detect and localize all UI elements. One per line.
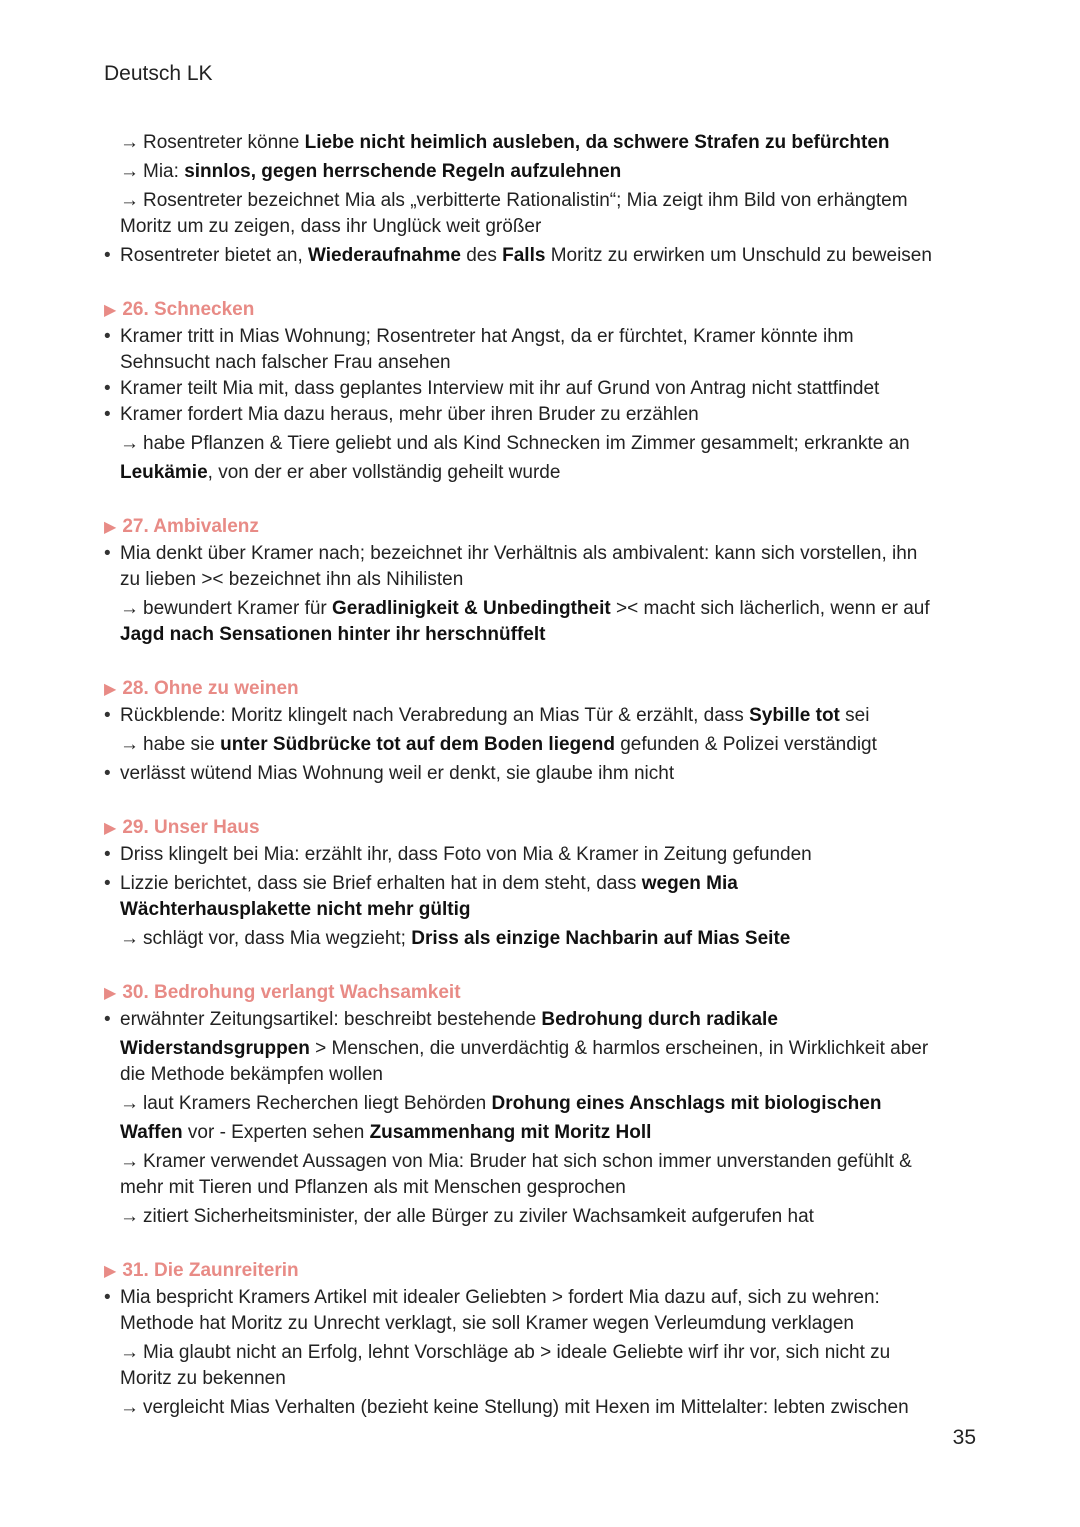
note-line: Methode hat Moritz zu Unrecht verklagt, sie soll Kramer wegen Verleumdung verklagen (120, 1313, 854, 1334)
page-header: Deutsch LK (104, 62, 213, 85)
note-line: Moritz zu bekennen (120, 1368, 286, 1389)
arrow-right-icon: → (120, 1093, 139, 1114)
list-item: • Driss klingelt bei Mia: erzählt ihr, dass Foto von Mia & Kramer in Zeitung gefunden (104, 842, 984, 868)
arrow-right-icon: → (120, 1342, 139, 1363)
list-item: • erwähnter Zeitungsartikel: beschreibt bestehende Bedrohung durch radikale (104, 1007, 984, 1033)
section-title-28: ▶ 28. Ohne zu weinen (104, 678, 299, 699)
note-line: mehr mit Tieren und Pflanzen als mit Menschen gesprochen (120, 1177, 626, 1198)
arrow-right-icon: → (120, 734, 139, 755)
note-line: Wächterhausplakette nicht mehr gültig (120, 899, 471, 920)
note-line: Leukämie, von der er aber vollständig geheilt wurde (120, 462, 561, 483)
list-item: • Kramer teilt Mia mit, dass geplantes Interview mit ihr auf Grund von Antrag nicht stattfindet (104, 376, 984, 402)
arrow-right-icon: → (120, 1151, 139, 1172)
list-item: • Rosentreter bietet an, Wiederaufnahme des Falls Moritz zu erwirken um Unschuld zu beweisen (104, 243, 984, 269)
arrow-right-icon: → (120, 161, 139, 182)
note-line: → zitiert Sicherheitsminister, der alle Bürger zu ziviler Wachsamkeit aufgerufen hat (120, 1206, 814, 1227)
arrow-right-icon: → (120, 132, 139, 153)
arrow-right-icon: → (120, 1206, 139, 1227)
list-item: • Lizzie berichtet, dass sie Brief erhalten hat in dem steht, dass wegen Mia (104, 871, 984, 897)
triangle-right-icon: ▶ (104, 302, 117, 319)
note-line: → habe Pflanzen & Tiere geliebt und als Kind Schnecken im Zimmer gesammelt; erkrankte an (120, 433, 910, 454)
arrow-right-icon: → (120, 433, 139, 454)
triangle-right-icon: ▶ (104, 985, 117, 1002)
note-line: Waffen vor - Experten sehen Zusammenhang mit Moritz Holl (120, 1122, 652, 1143)
arrow-right-icon: → (120, 1397, 139, 1418)
note-line: → Kramer verwendet Aussagen von Mia: Bruder hat sich schon immer unverstanden gefühlt & (120, 1151, 912, 1172)
arrow-right-icon: → (120, 598, 139, 619)
notes-content (104, 130, 984, 1421)
list-item: • Kramer tritt in Mias Wohnung; Rosentreter hat Angst, da er fürchtet, Kramer könnte ihm (104, 324, 984, 350)
section-title-31: ▶ 31. Die Zaunreiterin (104, 1260, 299, 1281)
section-title-27: ▶ 27. Ambivalenz (104, 516, 259, 537)
list-item: • Mia bespricht Kramers Artikel mit idealer Geliebten > fordert Mia dazu auf, sich zu wehren: (104, 1285, 984, 1311)
note-line: die Methode bekämpfen wollen (120, 1064, 384, 1085)
section-title-30: ▶ 30. Bedrohung verlangt Wachsamkeit (104, 982, 461, 1003)
note-line: zu lieben >< bezeichnet ihn als Nihilisten (120, 569, 464, 590)
arrow-right-icon: → (120, 928, 139, 949)
note-line: → habe sie unter Südbrücke tot auf dem Boden liegend gefunden & Polizei verständigt (120, 734, 877, 755)
list-item: • Mia denkt über Kramer nach; bezeichnet ihr Verhältnis als ambivalent: kann sich vorstellen, ihn (104, 541, 984, 567)
triangle-right-icon: ▶ (104, 681, 117, 698)
note-line: → vergleicht Mias Verhalten (bezieht keine Stellung) mit Hexen im Mittelalter: lebten zwischen (120, 1397, 909, 1418)
note-line: → Mia: sinnlos, gegen herrschende Regeln aufzulehnen (120, 161, 622, 182)
list-item: • Kramer fordert Mia dazu heraus, mehr über ihren Bruder zu erzählen (104, 402, 984, 428)
note-line: → Rosentreter bezeichnet Mia als „verbitterte Rationalistin“; Mia zeigt ihm Bild von erhängtem (120, 190, 908, 211)
list-item: • verlässt wütend Mias Wohnung weil er denkt, sie glaube ihm nicht (104, 761, 984, 787)
section-title-26: ▶ 26. Schnecken (104, 299, 255, 320)
note-line: → bewundert Kramer für Geradlinigkeit & Unbedingtheit >< macht sich lächerlich, wenn er auf (120, 598, 930, 619)
note-line: → Mia glaubt nicht an Erfolg, lehnt Vorschläge ab > ideale Geliebte wirf ihr vor, sich nicht zu (120, 1342, 891, 1363)
note-line: Sehnsucht nach falscher Frau ansehen (120, 352, 451, 373)
note-line: → Rosentreter könne Liebe nicht heimlich ausleben, da schwere Strafen zu befürchten (120, 132, 890, 153)
triangle-right-icon: ▶ (104, 820, 117, 837)
triangle-right-icon: ▶ (104, 1263, 117, 1280)
arrow-right-icon: → (120, 190, 139, 211)
note-line: Widerstandsgruppen > Menschen, die unverdächtig & harmlos erscheinen, in Wirklichkeit aber (120, 1038, 929, 1059)
triangle-right-icon: ▶ (104, 519, 117, 536)
note-line: Moritz um zu zeigen, dass ihr Unglück weit größer (120, 216, 542, 237)
note-line: → schlägt vor, dass Mia wegzieht; Driss als einzige Nachbarin auf Mias Seite (120, 928, 791, 949)
page-number: 35 (952, 1426, 976, 1449)
list-item: • Rückblende: Moritz klingelt nach Verabredung an Mias Tür & erzählt, dass Sybille tot sei (104, 703, 984, 729)
section-title-29: ▶ 29. Unser Haus (104, 817, 260, 838)
note-line: → laut Kramers Recherchen liegt Behörden Drohung eines Anschlags mit biologischen (120, 1093, 882, 1114)
note-line: Jagd nach Sensationen hinter ihr herschnüffelt (120, 624, 546, 645)
